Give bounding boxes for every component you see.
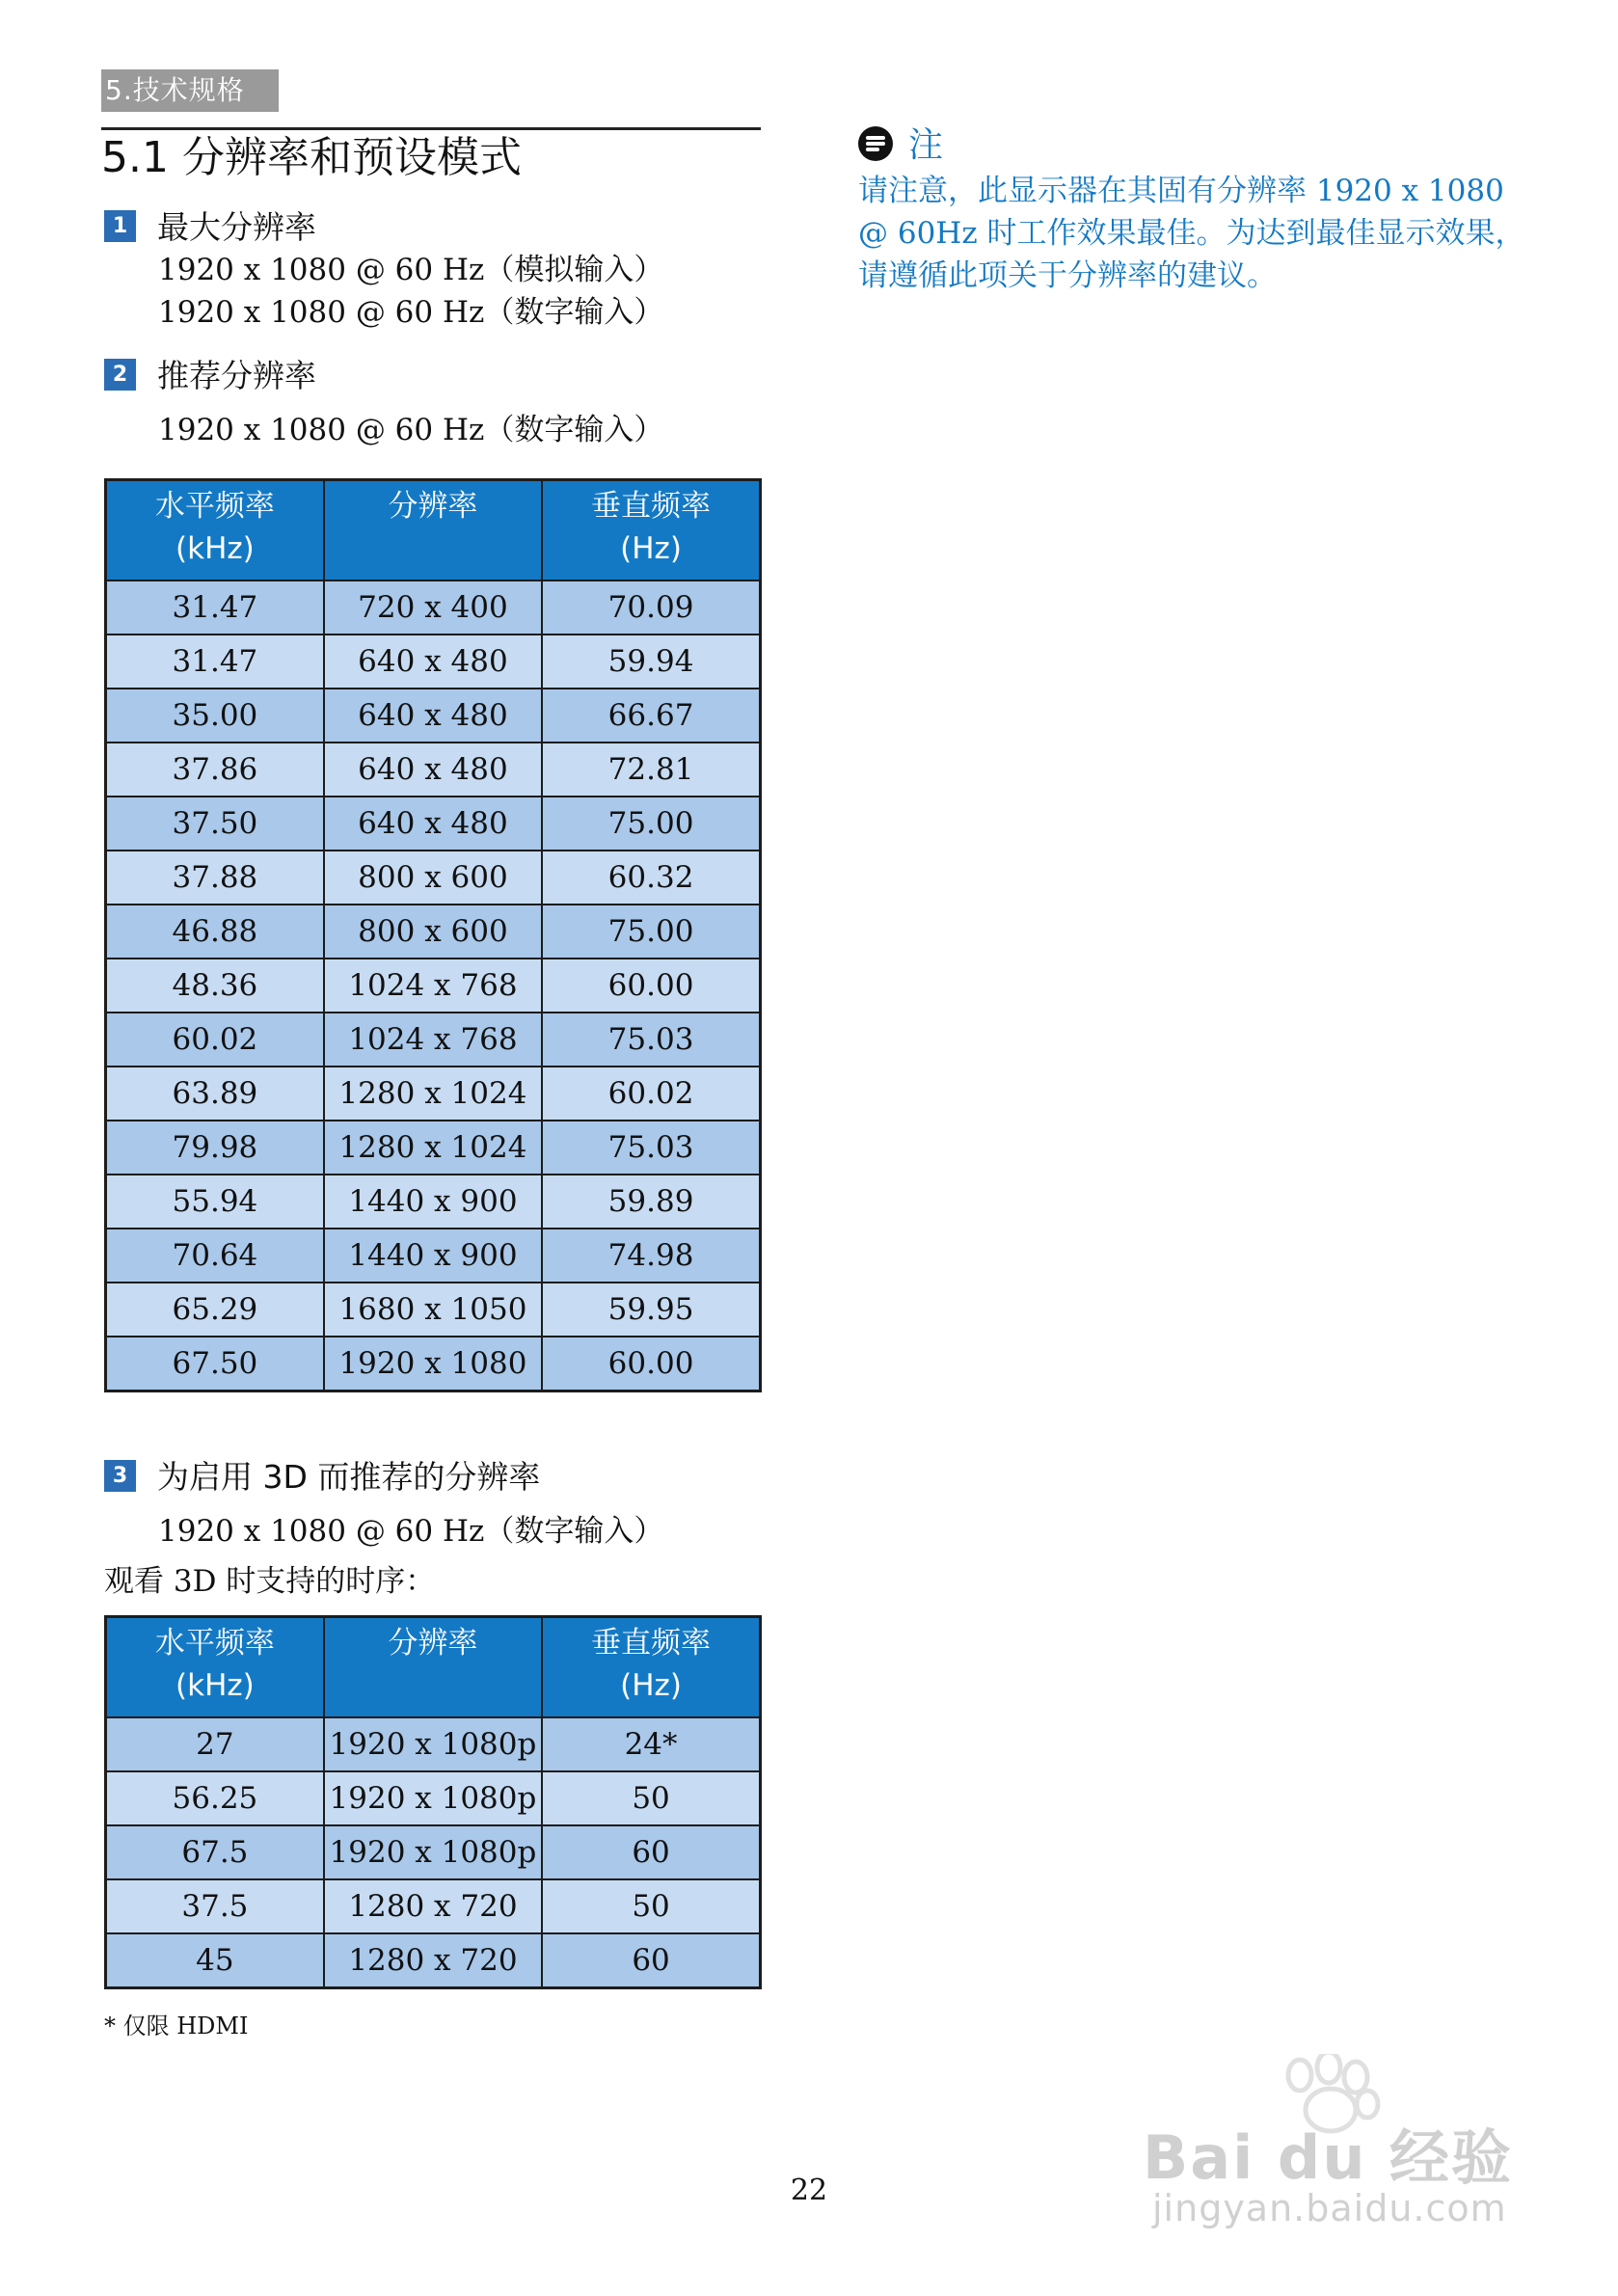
recommended-resolution-title: 推荐分辨率: [157, 357, 316, 394]
cell-vertical-freq: 59.95: [542, 1283, 760, 1337]
watermark-brand: Bai du 经验: [1143, 2122, 1514, 2193]
cell-resolution: 1440 x 900: [324, 1229, 542, 1283]
note-text: 请注意，此显示器在其固有分辨率 1920 x 1080 @ 60Hz 时工作效果最佳。为达到最佳显示效果，请遵循此项关于分辨率的建议。: [858, 174, 1525, 293]
recommended-3d-value: 1920 x 1080 @ 60 Hz（数字输入）: [158, 1514, 664, 1549]
cell-resolution: 1920 x 1080p: [324, 1771, 542, 1825]
cell-horizontal-freq: 65.29: [106, 1283, 324, 1337]
cell-vertical-freq: 60.32: [542, 851, 760, 905]
cell-horizontal-freq: 56.25: [106, 1771, 324, 1825]
cell-vertical-freq: 70.09: [542, 581, 760, 635]
table-row: [106, 905, 761, 959]
table-row: [106, 1067, 761, 1121]
cell-vertical-freq: 72.81: [542, 743, 760, 797]
cell-vertical-freq: 66.67: [542, 689, 760, 743]
3d-timing-table: [104, 1615, 762, 1989]
table-row: [106, 1879, 761, 1933]
cell-vertical-freq: 75.03: [542, 1121, 760, 1175]
header-vertical-freq: 垂直频率 (Hz): [542, 480, 760, 581]
cell-horizontal-freq: 79.98: [106, 1121, 324, 1175]
cell-horizontal-freq: 31.47: [106, 635, 324, 689]
section-title: 5.1 分辨率和预设模式: [101, 133, 522, 182]
header-horizontal-freq: 水平频率 (kHz): [106, 480, 324, 581]
table-row: [106, 1121, 761, 1175]
table-row: [106, 1175, 761, 1229]
cell-vertical-freq: 75.00: [542, 797, 760, 851]
recommended-resolution-heading: [104, 355, 316, 397]
cell-resolution: 640 x 480: [324, 797, 542, 851]
cell-vertical-freq: 50: [542, 1771, 760, 1825]
cell-vertical-freq: 60.02: [542, 1067, 760, 1121]
cell-resolution: 1680 x 1050: [324, 1283, 542, 1337]
table-row: [106, 797, 761, 851]
cell-vertical-freq: 60: [542, 1825, 760, 1879]
cell-resolution: 1440 x 900: [324, 1175, 542, 1229]
max-resolution-analog: 1920 x 1080 @ 60 Hz（模拟输入）: [158, 253, 664, 287]
cell-horizontal-freq: 55.94: [106, 1175, 324, 1229]
recommended-3d-title: 为启用 3D 而推荐的分辨率: [157, 1458, 541, 1496]
cell-horizontal-freq: 37.88: [106, 851, 324, 905]
cell-resolution: 720 x 400: [324, 581, 542, 635]
cell-resolution: 1024 x 768: [324, 959, 542, 1013]
header-horizontal-freq: 水平频率 (kHz): [106, 1617, 324, 1718]
cell-vertical-freq: 60.00: [542, 959, 760, 1013]
max-resolution-digital: 1920 x 1080 @ 60 Hz（数字输入）: [158, 295, 664, 330]
table-row: [106, 959, 761, 1013]
cell-resolution: 1280 x 1024: [324, 1067, 542, 1121]
cell-horizontal-freq: 70.64: [106, 1229, 324, 1283]
table-row: [106, 1825, 761, 1879]
table-row: [106, 1717, 761, 1771]
max-resolution-title: 最大分辨率: [157, 208, 316, 246]
cell-resolution: 1920 x 1080p: [324, 1717, 542, 1771]
cell-horizontal-freq: 67.50: [106, 1337, 324, 1391]
section-number-badge: 3: [104, 1460, 136, 1492]
cell-resolution: 1280 x 1024: [324, 1121, 542, 1175]
table-header-row: [106, 1617, 761, 1718]
cell-horizontal-freq: 46.88: [106, 905, 324, 959]
table-row: [106, 581, 761, 635]
cell-resolution: 1280 x 720: [324, 1933, 542, 1988]
cell-resolution: 1920 x 1080p: [324, 1825, 542, 1879]
header-resolution: 分辨率: [324, 1617, 542, 1718]
cell-vertical-freq: 75.00: [542, 905, 760, 959]
max-resolution-heading: [104, 206, 316, 249]
section-number-badge: 2: [104, 359, 136, 391]
header-vertical-freq: 垂直频率 (Hz): [542, 1617, 760, 1718]
table-row: [106, 851, 761, 905]
cell-vertical-freq: 74.98: [542, 1229, 760, 1283]
cell-resolution: 800 x 600: [324, 905, 542, 959]
note-icon: [858, 126, 893, 161]
recommended-resolution-value: 1920 x 1080 @ 60 Hz（数字输入）: [158, 413, 664, 447]
footnote: * 仅限 HDMI: [104, 2012, 249, 2039]
cell-vertical-freq: 75.03: [542, 1013, 760, 1067]
cell-horizontal-freq: 37.5: [106, 1879, 324, 1933]
cell-horizontal-freq: 63.89: [106, 1067, 324, 1121]
cell-horizontal-freq: 31.47: [106, 581, 324, 635]
timing-caption: 观看 3D 时支持的时序：: [104, 1564, 436, 1599]
table-header-row: [106, 480, 761, 581]
table-row: [106, 743, 761, 797]
cell-horizontal-freq: 27: [106, 1717, 324, 1771]
section-number-badge: 1: [104, 210, 136, 242]
cell-horizontal-freq: 48.36: [106, 959, 324, 1013]
table-row: [106, 635, 761, 689]
table-row: [106, 1283, 761, 1337]
header-resolution: 分辨率: [324, 480, 542, 581]
cell-vertical-freq: 24*: [542, 1717, 760, 1771]
recommended-3d-heading: [104, 1456, 540, 1499]
cell-vertical-freq: 59.89: [542, 1175, 760, 1229]
cell-horizontal-freq: 45: [106, 1933, 324, 1988]
cell-resolution: 1920 x 1080: [324, 1337, 542, 1391]
cell-horizontal-freq: 35.00: [106, 689, 324, 743]
cell-vertical-freq: 60.00: [542, 1337, 760, 1391]
table-row: [106, 1771, 761, 1825]
cell-vertical-freq: 60: [542, 1933, 760, 1988]
cell-resolution: 640 x 480: [324, 635, 542, 689]
watermark-url: jingyan.baidu.com: [1152, 2187, 1507, 2229]
note-heading: [858, 123, 943, 168]
cell-resolution: 640 x 480: [324, 743, 542, 797]
preset-modes-table: [104, 478, 762, 1392]
note-title: 注: [908, 125, 944, 165]
cell-horizontal-freq: 37.50: [106, 797, 324, 851]
cell-vertical-freq: 59.94: [542, 635, 760, 689]
page-number: 22: [790, 2174, 828, 2207]
cell-resolution: 640 x 480: [324, 689, 542, 743]
cell-resolution: 1024 x 768: [324, 1013, 542, 1067]
cell-horizontal-freq: 67.5: [106, 1825, 324, 1879]
cell-resolution: 1280 x 720: [324, 1879, 542, 1933]
section-tab: 5.技术规格: [101, 69, 279, 112]
cell-horizontal-freq: 37.86: [106, 743, 324, 797]
cell-resolution: 800 x 600: [324, 851, 542, 905]
table-row: [106, 1229, 761, 1283]
table-row: [106, 1933, 761, 1988]
cell-horizontal-freq: 60.02: [106, 1013, 324, 1067]
table-row: [106, 689, 761, 743]
cell-vertical-freq: 50: [542, 1879, 760, 1933]
table-row: [106, 1337, 761, 1391]
table-row: [106, 1013, 761, 1067]
